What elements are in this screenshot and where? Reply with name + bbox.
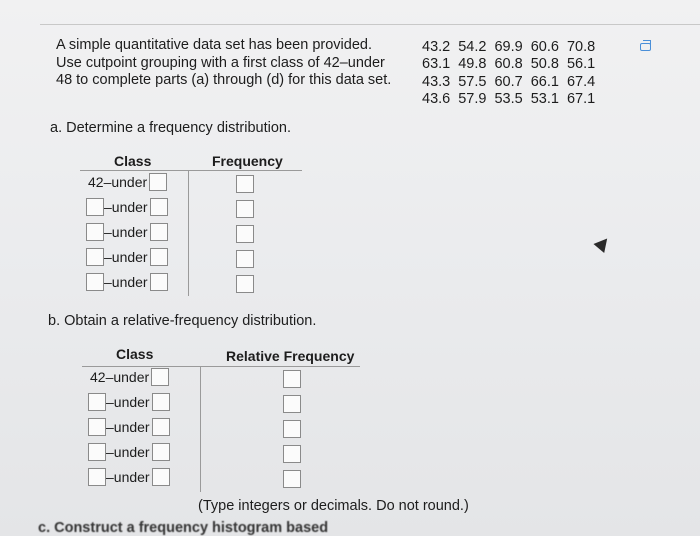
class-under-label: –under [106,469,150,485]
class-row [88,468,170,486]
class-lower-input[interactable] [88,393,106,411]
frequency-input[interactable] [236,175,254,193]
class-under-label: –under [104,224,148,240]
class-lower-input[interactable] [88,443,106,461]
class-header: Class [116,346,154,362]
class-row [90,368,169,386]
data-value: 67.1 [566,91,596,108]
data-value: 57.9 [458,91,487,108]
data-set-table [422,38,603,108]
class-under-label: –under [104,199,148,215]
data-value: 67.4 [566,73,596,90]
class-upper-input[interactable] [150,248,168,266]
data-value: 49.8 [458,56,487,73]
data-value: 70.8 [566,38,596,55]
class-lower-input[interactable] [86,273,104,291]
data-value: 56.1 [566,56,596,73]
class-under-label: –under [104,274,148,290]
data-value: 53.5 [494,91,523,108]
frequency-input[interactable] [236,250,254,268]
class-row [86,223,168,241]
class-upper-input[interactable] [150,198,168,216]
data-row [422,38,603,56]
class-lower-input[interactable] [86,198,104,216]
first-class-label: 42–under [90,369,150,385]
part-a-prompt: a. Determine a frequency distribution. [50,120,291,136]
class-row [88,443,170,461]
data-value: 53.1 [530,91,559,108]
data-row [422,56,603,74]
class-lower-input[interactable] [86,223,104,241]
data-value: 57.5 [458,73,487,90]
class-upper-input[interactable] [150,223,168,241]
class-lower-input[interactable] [86,248,104,266]
class-header: Class [114,153,152,169]
class-under-label: –under [106,394,150,410]
class-under-label: –under [106,444,150,460]
class-upper-input[interactable] [151,368,169,386]
frequency-input[interactable] [236,200,254,218]
frequency-header: Frequency [212,153,283,169]
column-divider [200,366,201,492]
frequency-input[interactable] [236,275,254,293]
relative-frequency-input[interactable] [283,420,301,438]
class-row [88,393,170,411]
class-upper-input[interactable] [149,173,167,191]
table-header-rule [82,366,360,367]
class-upper-input[interactable] [152,443,170,461]
data-value: 60.8 [494,56,523,73]
relative-frequency-input[interactable] [283,370,301,388]
answer-format-note: (Type integers or decimals. Do not round.) [198,498,469,514]
data-value: 66.1 [530,73,559,90]
data-value: 63.1 [422,56,451,73]
data-value: 69.9 [494,38,523,55]
class-upper-input[interactable] [152,393,170,411]
data-value: 43.2 [422,38,451,55]
class-lower-input[interactable] [88,468,106,486]
class-under-label: –under [106,419,150,435]
class-lower-input[interactable] [88,418,106,436]
data-value: 54.2 [458,38,487,55]
relative-frequency-input[interactable] [283,445,301,463]
frequency-input[interactable] [236,225,254,243]
data-value: 50.8 [530,56,559,73]
first-class-label: 42–under [88,174,148,190]
class-row [88,173,167,191]
class-row [86,273,168,291]
data-value: 43.6 [422,91,451,108]
class-upper-input[interactable] [150,273,168,291]
class-upper-input[interactable] [152,418,170,436]
class-under-label: –under [104,249,148,265]
relative-frequency-input[interactable] [283,395,301,413]
part-c-prompt: c. Construct a frequency histogram based [38,520,329,536]
data-row [422,91,603,109]
relative-frequency-header: Relative Frequency [226,348,355,364]
copy-data-icon[interactable] [640,43,651,51]
part-b-prompt: b. Obtain a relative-frequency distribution. [48,313,317,329]
data-value: 43.3 [422,73,451,90]
data-value: 60.7 [494,73,523,90]
table-header-rule [80,170,302,171]
divider [40,24,700,25]
data-value: 60.6 [530,38,559,55]
relative-frequency-input[interactable] [283,470,301,488]
class-row [86,198,168,216]
problem-intro: A simple quantitative data set has been provided. Use cutpoint grouping with a first class of 42–under 48 to complete parts (a) through (d) for this data set. [56,37,392,88]
column-divider [188,170,189,296]
data-row [422,73,603,91]
class-row [86,248,168,266]
class-upper-input[interactable] [152,468,170,486]
class-row [88,418,170,436]
